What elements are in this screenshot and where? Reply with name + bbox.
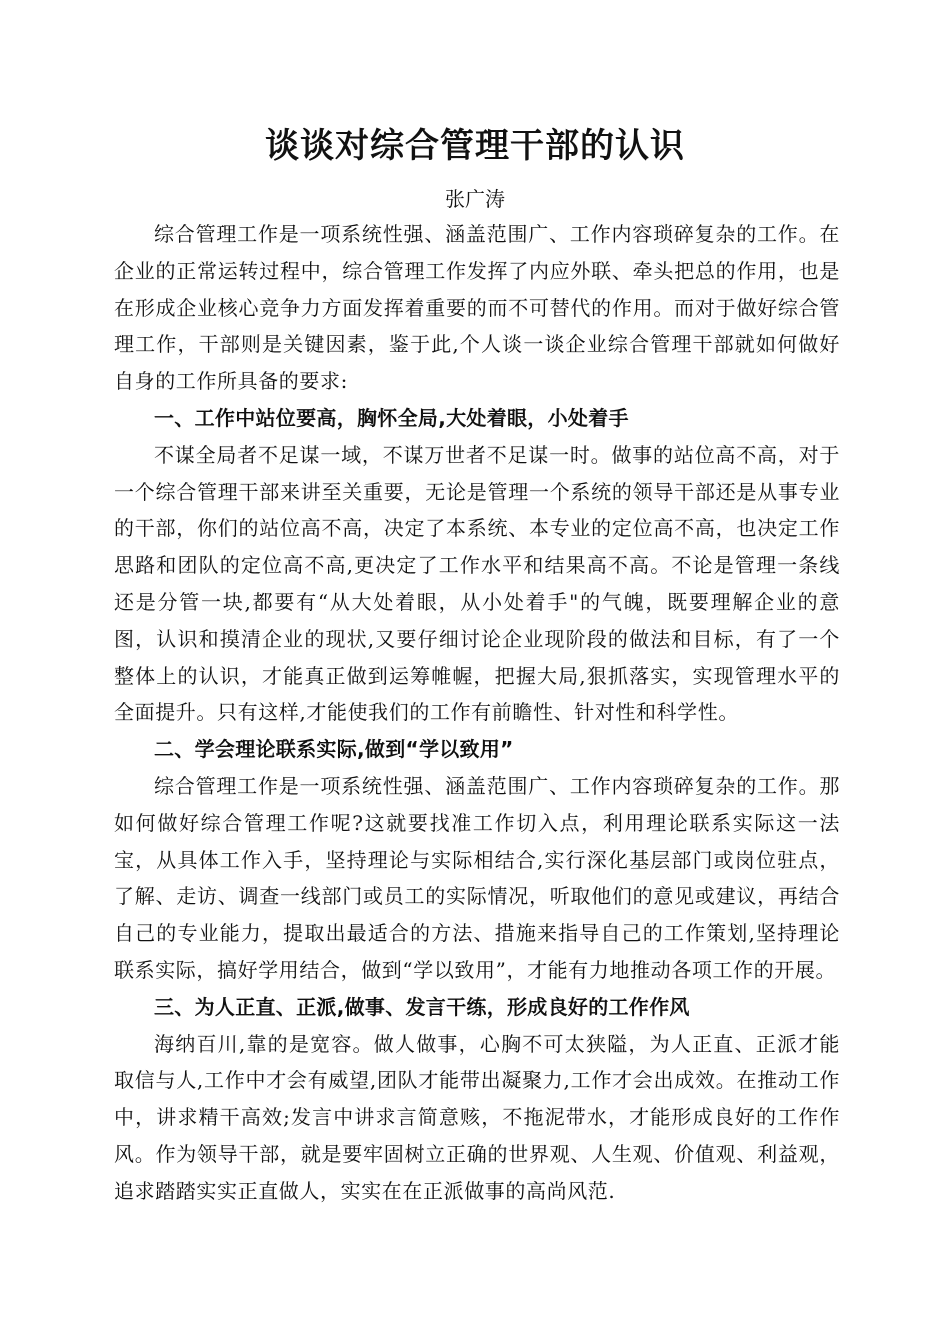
page-title: 谈谈对综合管理干部的认识 <box>265 126 685 166</box>
article-body <box>114 216 840 1210</box>
section-paragraph-3: 海纳百川,靠的是宽容。做人做事，心胸不可太狭隘，为人正直、正派才能取信与人,工作中才会有威望,团队才能带出凝聚力,工作才会出成效。在推动工作中，讲求精干高效;发言中讲求言简意赅，不拖泥带水，才能形成良好的工作作风。作为领导干部，就是要牢固树立正确的世界观、人生观、价值观、利益观，追求踏踏实实正直做人，实实在在正派做事的高尚风范. <box>114 1031 840 1203</box>
section-heading-1: 一、工作中站位要高，胸怀全局,大处着眼，小处着手 <box>154 405 629 430</box>
section-paragraph-2: 综合管理工作是一项系统性强、涵盖范围广、工作内容琐碎复杂的工作。那如何做好综合管理工作呢?这就要找准工作切入点，利用理论联系实际这一法宝，从具体工作入手，坚持理论与实际相结合,实行深化基层部门或岗位驻点，了解、走访、调查一线部门或员工的实际情况，听取他们的意见或建议，再结合自己的专业能力，提取出最适合的方法、措施来指导自己的工作策划,坚持理论联系实际，搞好学用结合，做到“学以致用”，才能有力地推动各项工作的开展。 <box>114 773 840 982</box>
author-name: 张广涛 <box>445 187 505 211</box>
section-heading-3: 三、为人正直、正派,做事、发言干练，形成良好的工作作风 <box>154 994 690 1019</box>
section-heading-2: 二、学会理论联系实际,做到“学以致用” <box>154 737 514 762</box>
section-paragraph-1: 不谋全局者不足谋一域，不谋万世者不足谋一时。做事的站位高不高，对于一个综合管理干部来讲至关重要，无论是管理一个系统的领导干部还是从事专业的干部，你们的站位高不高，决定了本系统、本专业的定位高不高，也决定工作思路和团队的定位高不高,更决定了工作水平和结果高不高。不论是管理一条线还是分管一块,都要有“从大处着眼，从小处着手"的气魄，既要理解企业的意图，认识和摸清企业的现状,又要仔细讨论企业现阶段的做法和目标，有了一个整体上的认识，才能真正做到运筹帷幄，把握大局,狠抓落实，实现管理水平的全面提升。只有这样,才能使我们的工作有前瞻性、针对性和科学性。 <box>114 442 840 725</box>
intro-paragraph: 综合管理工作是一项系统性强、涵盖范围广、工作内容琐碎复杂的工作。在企业的正常运转过程中，综合管理工作发挥了内应外联、牵头把总的作用，也是在形成企业核心竞争力方面发挥着重要的而不可替代的作用。而对于做好综合管理工作，干部则是关键因素，鉴于此,个人谈一谈企业综合管理干部就如何做好自身的工作所具备的要求: <box>114 222 840 394</box>
